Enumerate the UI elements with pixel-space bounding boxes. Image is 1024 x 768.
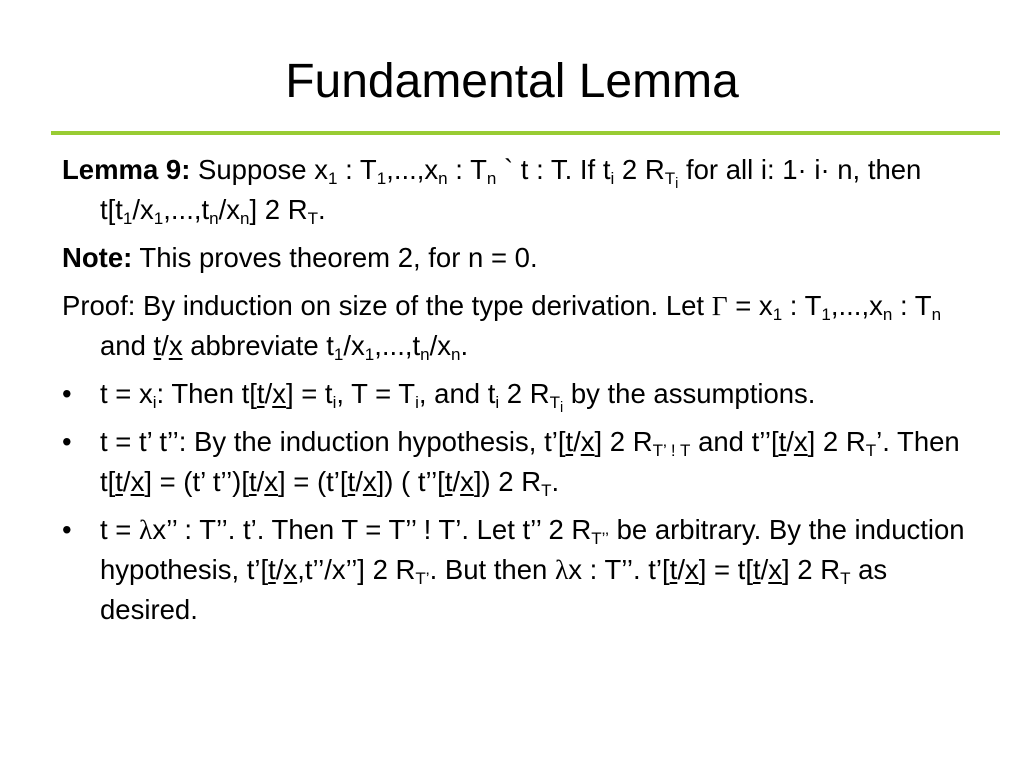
subscript: 1 xyxy=(821,305,831,324)
bullet-text: ] = t xyxy=(285,378,333,409)
lambda-symbol: λ xyxy=(138,514,153,545)
lemma-text: /x xyxy=(132,194,154,225)
underlined-x: x xyxy=(264,466,279,497)
underlined-t: t xyxy=(444,466,453,497)
bullet-text: ] 2 R xyxy=(594,426,653,457)
subscript: T’ xyxy=(415,569,430,588)
bullet-text: ]) ( t’’[ xyxy=(376,466,445,497)
subscript: n xyxy=(882,305,893,324)
subscript-text: T xyxy=(664,169,676,188)
bullet-text: / xyxy=(355,466,363,497)
underlined-x: x xyxy=(580,426,595,457)
bullet-marker: • xyxy=(62,426,72,457)
bullet-text: : Then t[ xyxy=(156,378,257,409)
underlined-x: x xyxy=(768,554,782,585)
bullet-text: / xyxy=(760,554,769,585)
bullet-text: t = xyxy=(100,514,139,545)
underlined-t: t xyxy=(248,466,257,497)
subscript: 1 xyxy=(376,169,387,188)
bullet-text: / xyxy=(264,378,273,409)
subscript: T xyxy=(840,569,851,588)
subscript: i xyxy=(610,169,615,188)
proof-text: : T xyxy=(892,290,932,321)
subscript: T xyxy=(865,441,877,460)
note-text: This proves theorem 2, for n = 0. xyxy=(132,242,538,273)
lemma-text: 2 R xyxy=(614,154,665,185)
subscript-text: T xyxy=(549,393,560,412)
subscript: n xyxy=(209,209,219,228)
bullet-text: ] = (t’ t’’)[ xyxy=(144,466,249,497)
underlined-x: x xyxy=(130,466,145,497)
subscript: n xyxy=(931,305,942,324)
bullet-item-variable-case xyxy=(62,374,967,414)
lemma-text: /x xyxy=(218,194,240,225)
proof-text: ,...,x xyxy=(830,290,883,321)
subscript xyxy=(549,393,564,416)
bullet-text: / xyxy=(573,426,581,457)
bullet-text: x : T’’. t’[ xyxy=(568,554,670,585)
bullet-text: ]) 2 R xyxy=(473,466,542,497)
lemma-text: . xyxy=(317,194,326,225)
underlined-t: t xyxy=(347,466,356,497)
lemma-text: : T xyxy=(447,154,487,185)
bullet-text: / xyxy=(122,466,131,497)
bullet-text: by the assumptions. xyxy=(563,378,816,409)
subscript: T’ ! T xyxy=(652,441,691,460)
underlined-x: x xyxy=(272,378,286,409)
lemma-label: Lemma 9: xyxy=(62,154,191,185)
bullet-text: / xyxy=(275,554,284,585)
bullet-text: t = t’ t’’: By the induction hypothesis, t’[ xyxy=(100,426,566,457)
bullet-item-abstraction-case xyxy=(62,510,967,630)
underlined-t: t xyxy=(778,426,787,457)
bullet-item-application-case xyxy=(62,422,967,502)
bullet-text: . xyxy=(551,466,560,497)
subscript: 1 xyxy=(772,305,783,324)
underlined-x: x xyxy=(460,466,474,497)
bullet-text: ’. Then t[ xyxy=(100,426,960,497)
lemma-text: ,...,x xyxy=(386,154,439,185)
proof-text: : T xyxy=(782,290,822,321)
bullet-text: ,t’’/x’’] 2 R xyxy=(297,554,416,585)
proof-text: and xyxy=(100,330,154,361)
subscript: n xyxy=(438,169,448,188)
lemma-text: ] 2 R xyxy=(249,194,308,225)
bullet-text: / xyxy=(256,466,265,497)
bullet-text: , T = T xyxy=(336,378,416,409)
underlined-x: x xyxy=(168,330,183,361)
subscript: n xyxy=(451,345,461,364)
underlined-t: t xyxy=(256,378,265,409)
lemma-paragraph xyxy=(62,150,967,230)
underlined-x: x xyxy=(362,466,377,497)
bullet-text: 2 R xyxy=(499,378,550,409)
underlined-x: x xyxy=(283,554,298,585)
slide-title: Fundamental Lemma xyxy=(285,55,739,108)
underlined-t: t xyxy=(752,554,761,585)
underlined-x: x xyxy=(684,554,699,585)
underlined-x: x xyxy=(793,426,808,457)
subscript: i xyxy=(332,393,337,412)
subscript: i xyxy=(415,393,419,412)
lemma-text: : T xyxy=(337,154,377,185)
bullet-text: as desired. xyxy=(100,554,888,625)
bullet-text: t = x xyxy=(100,378,153,409)
proof-text: Proof: By induction on size of the type derivation. Let xyxy=(62,290,712,321)
bullet-text: x’’ : T’’. t’. Then T = T’’ ! T’. Let t’’ 2 R xyxy=(152,514,592,545)
subscript: i xyxy=(495,393,500,412)
subscript: T’’ xyxy=(591,529,609,548)
bullet-text: / xyxy=(786,426,794,457)
bullet-marker: • xyxy=(62,514,72,545)
underlined-t: t xyxy=(669,554,678,585)
proof-text: = x xyxy=(727,290,773,321)
bullet-text: ] = (t’[ xyxy=(278,466,348,497)
bullet-text: . But then xyxy=(429,554,555,585)
bullet-text: ] = t[ xyxy=(698,554,753,585)
bullet-text: ] 2 R xyxy=(782,554,841,585)
bullet-marker: • xyxy=(62,378,72,409)
nested-subscript: i xyxy=(560,400,564,416)
subscript: n xyxy=(486,169,497,188)
subscript: 1 xyxy=(333,345,344,364)
lemma-text: ` t : T. If t xyxy=(496,154,611,185)
bullet-text: , and t xyxy=(418,378,496,409)
gamma-symbol: Γ xyxy=(711,290,728,321)
subscript xyxy=(664,169,679,192)
bullet-text: / xyxy=(677,554,685,585)
lemma-text: ,...,t xyxy=(163,194,210,225)
subscript: i xyxy=(152,393,157,412)
proof-text: /x xyxy=(343,330,365,361)
subscript: 1 xyxy=(122,209,133,228)
subscript: n xyxy=(420,345,430,364)
proof-text: ,...,t xyxy=(374,330,421,361)
subscript: n xyxy=(240,209,250,228)
bullet-text: and t’’[ xyxy=(690,426,779,457)
bullet-text: ] 2 R xyxy=(807,426,866,457)
proof-text: / xyxy=(161,330,169,361)
underlined-t: t xyxy=(268,554,276,585)
lambda-symbol: λ xyxy=(554,554,569,585)
note-paragraph xyxy=(62,238,967,278)
note-label: Note: xyxy=(62,242,133,273)
subscript: T xyxy=(541,481,552,500)
proof-text: abbreviate t xyxy=(182,330,334,361)
title-divider xyxy=(51,131,1000,135)
lemma-text: for all i: 1· i· n, then t[t xyxy=(100,154,922,225)
subscript: 1 xyxy=(328,169,338,188)
proof-text: . xyxy=(460,330,469,361)
slide-body xyxy=(62,150,967,638)
proof-text: /x xyxy=(429,330,451,361)
subscript: 1 xyxy=(153,209,164,228)
bullet-text: / xyxy=(452,466,461,497)
underlined-t: t xyxy=(565,426,574,457)
lemma-text: Suppose x xyxy=(190,154,328,185)
subscript: T xyxy=(307,209,318,228)
underlined-t: t xyxy=(153,330,162,361)
nested-subscript: i xyxy=(675,176,679,192)
bullet-text: be arbitrary. By the induction hypothesis, t’[ xyxy=(100,514,965,585)
proof-paragraph xyxy=(62,286,967,366)
underlined-t: t xyxy=(115,466,123,497)
subscript: 1 xyxy=(364,345,375,364)
